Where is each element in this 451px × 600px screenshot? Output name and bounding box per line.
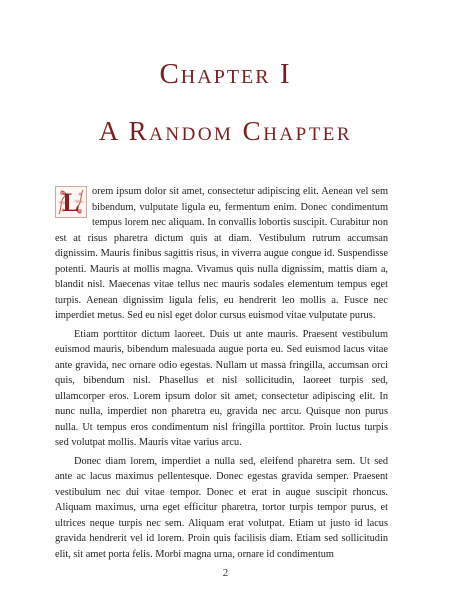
dropcap-initial [55, 186, 87, 218]
paragraph-3: Donec diam lorem, imperdiet a nulla sed, eleifend pharetra sem. Ut sed ante ac lacus maximus pellentesque. Donec egestas gravida semper. Praesent vestibulum nec dui vitae tempor. Donec et erat in augue suscipit rhoncus. Aliquam maximus, urna eget efficitur pharetra, tortor turpis tempor purus, et ultrices neque turpis nec sem. Aliquam erat volutpat. Etiam ut justo id lacus gravida hendrerit vel id lorem. Proin quis facilisis diam. Etiam sed sollicitudin elit, sit amet porta felis. Morbi magna urna, ornare id condimentum [55, 455, 388, 560]
chapter-body [55, 184, 388, 562]
chapter-number: Chapter I [159, 58, 292, 90]
page-number: 2 [222, 567, 229, 579]
chapter-title: A Random Chapter [98, 116, 353, 146]
dropcap-letter: L [62, 188, 80, 217]
paragraph-1 [55, 184, 388, 324]
paragraph-2: Etiam porttitor dictum laoreet. Duis ut ante mauris. Praesent vestibulum euismod mauris, bibendum malesuada augue porta eu. Sed euismod lacus vitae ante gravida, nec ornare odio egestas. Nullam ut massa fringilla, accumsan orci quis, bibendum nisl. Phasellus et nisl sollicitudin, laoreet turpis sed, ullamcorper eros. Lorem ipsum dolor sit amet, consectetur adipiscing elit. In nunc nulla, imperdiet non pharetra eu, gravida nec arcu. Quisque non purus nulla. Ut tempus eros condimentum nisl fringilla porttitor. Proin luctus turpis sed volutpat mollis. Mauris vitae varius arcu. [55, 328, 388, 448]
paragraph-1-text: orem ipsum dolor sit amet, consectetur adipiscing elit. Aenean vel sem bibendum, vulputate ligula eu, fermentum enim. Donec condimentum tempus lorem nec aliquam. In convallis lobortis suscipit. Curabitur non est at risus pharetra dictum quis at diam. Vestibulum rutrum accumsan dignissim. Mauris finibus sagittis risus, in viverra augue congue id. Suspendisse potenti. Mauris at mollis magna. Vivamus quis nulla dignissim, mattis diam a, blandit nisl. Maecenas vitae tellus nec mauris sodales elementum tempus eget turpis. Aenean dignissim ligula felis, eu hendrerit leo mollis a. Fusce nec imperdiet metus. Sed eu nisl eget dolor cursus euismod vitae vulputate purus. [55, 186, 388, 321]
